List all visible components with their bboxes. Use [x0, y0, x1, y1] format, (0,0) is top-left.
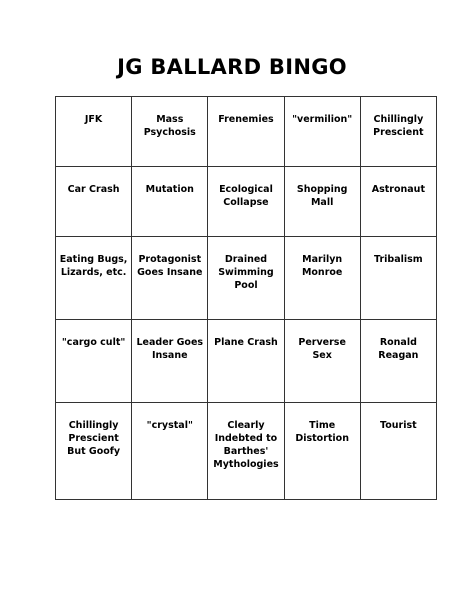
bingo-cell: Tribalism [360, 237, 436, 320]
bingo-row [56, 167, 437, 237]
bingo-cell: Plane Crash [208, 320, 284, 403]
bingo-cell: Protagonist Goes Insane [132, 237, 208, 320]
bingo-cell: "crystal" [132, 403, 208, 500]
bingo-cell: JFK [56, 97, 132, 167]
bingo-cell: Ronald Reagan [360, 320, 436, 403]
bingo-cell: Chillingly Prescient [360, 97, 436, 167]
bingo-cell: Ecological Collapse [208, 167, 284, 237]
bingo-cell: Shopping Mall [284, 167, 360, 237]
bingo-row [56, 237, 437, 320]
bingo-cell: Perverse Sex [284, 320, 360, 403]
bingo-cell: Leader Goes Insane [132, 320, 208, 403]
bingo-cell: Mass Psychosis [132, 97, 208, 167]
bingo-cell: "cargo cult" [56, 320, 132, 403]
bingo-cell: Chillingly Prescient But Goofy [56, 403, 132, 500]
bingo-cell: Car Crash [56, 167, 132, 237]
bingo-cell: Astronaut [360, 167, 436, 237]
bingo-cell: Tourist [360, 403, 436, 500]
bingo-cell: Frenemies [208, 97, 284, 167]
page-title: JG BALLARD BINGO [117, 55, 347, 79]
bingo-board [55, 96, 437, 500]
bingo-cell: Clearly Indebted to Barthes' Mythologies [208, 403, 284, 500]
bingo-cell: Marilyn Monroe [284, 237, 360, 320]
bingo-cell: Drained Swimming Pool [208, 237, 284, 320]
bingo-row [56, 403, 437, 500]
bingo-row [56, 97, 437, 167]
bingo-cell: "vermilion" [284, 97, 360, 167]
bingo-cell: Mutation [132, 167, 208, 237]
bingo-cell: Eating Bugs, Lizards, etc. [56, 237, 132, 320]
bingo-cell: Time Distortion [284, 403, 360, 500]
bingo-row [56, 320, 437, 403]
